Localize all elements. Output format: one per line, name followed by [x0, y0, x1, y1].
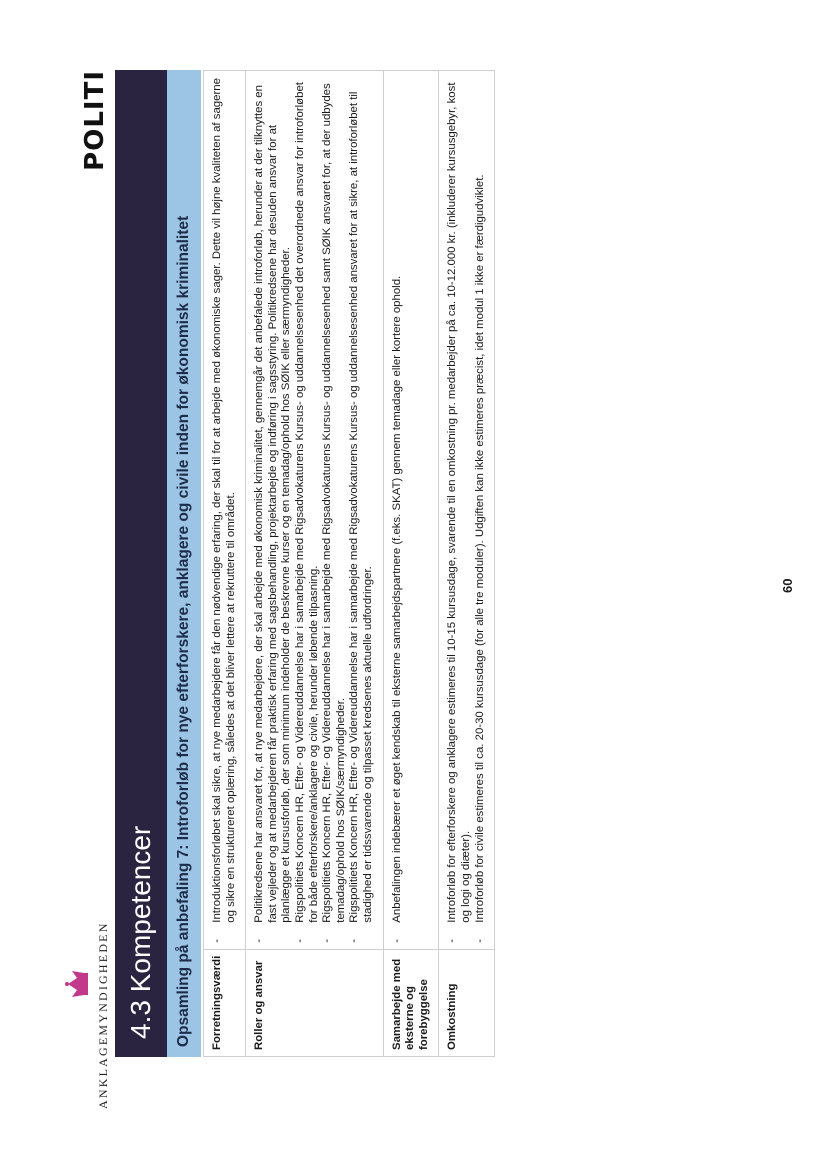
list-item: - Introforløb for civile estimeres til ca. 20-30 kursusdage (for alle tre moduler). Udgiften kan ikke estimeres præcist, idet modul 1 ikke er færdigudviklet.: [473, 174, 486, 943]
list-item: - Rigspolitiets Koncern HR, Efter- og Videreuddannelse har i samarbejde med Rigsadvokaturens Kursus- og uddannelsesenhed samt SØIK ansvaret for, at der udbydes temadag/ophold hos SØIK/særmyndigheder.: [321, 83, 347, 943]
table-row: [246, 71, 383, 1057]
list-item: - Introduktionsforløbet skal sikre, at nye medarbejdere får den nødvendige erfaring, der skal til for at arbejde med økonomiske sager. Dette vil højne kvaliteten af sagerne og sikre en struktureret oplæring, således at det bliver lettere at rekruttere til området.: [211, 78, 237, 943]
summary-heading: Opsamling på anbefaling 7: Introforløb for nye efterforskere, anklagere og civile inden for økonomisk kriminalitet: [167, 70, 201, 1057]
row-label: Forretningsværdi: [204, 949, 246, 1056]
crown-icon: [64, 969, 90, 999]
row-content: [204, 71, 246, 950]
bullet-dash: -: [446, 938, 459, 943]
bullet-dash: -: [253, 938, 266, 943]
row-content: [439, 71, 495, 950]
recommendation-table: [203, 70, 495, 1057]
list-item: - Introforløb for efterforskere og anklagere estimeres til 10-15 kursusdage, svarende til en omkostning pr. medarbejder på ca. 10-12.000 kr. (inkluderer kursusgebyr, kost og logi og diæter).: [446, 82, 472, 943]
table-row: [383, 71, 439, 1057]
row-content: [383, 71, 439, 950]
bullet-dash: -: [473, 938, 486, 943]
list-item: - Anbefalingen indebærer et øget kendskab til eksterne samarbejdspartnere (f.eks. SKAT) gennem temadage eller kortere ophold.: [390, 275, 403, 943]
row-label: Roller og ansvar: [246, 949, 383, 1056]
table-row: [439, 71, 495, 1057]
bullet-dash: -: [211, 938, 223, 943]
row-label: Samarbejde med eksterne og forebyggelse: [383, 949, 439, 1056]
list-item: - Politikredsene har ansvaret for, at nye medarbejdere, der skal arbejde med økonomisk kriminalitet, gennemgår det anbefalede introforløb, herunder at der tilknyttes en fast vejleder og at medarbejderen får praktisk erfaring med sagsbehandling, projektarbejde og indføring i sagsstyring. Politikredsene har desuden ansvar for at planlægge et kursusforløb, der som minimum indeholder de beskrevne kurser og en temadag/ophold hos SØIK eller særmyndigheder.: [253, 85, 293, 943]
section-title: 4.3 Kompetencer: [115, 70, 167, 1057]
list-item: - Rigspolitiets Koncern HR, Efter- og Videreuddannelse har i samarbejde med Rigsadvokaturens Kursus- og uddannelsesenhed ansvaret for at sikre, at introforløbet til stadighed er tidssvarende og tilpasset kredsenes aktuelle udfordringer.: [348, 91, 374, 943]
row-content: [246, 71, 383, 950]
bullet-dash: -: [321, 938, 334, 943]
bullet-dash: -: [390, 938, 403, 943]
agency-name: ANKLAGEMYNDIGHEDEN: [96, 921, 110, 1109]
list-item: - Rigspolitiets Koncern HR, Efter- og Videreuddannelse har i samarbejde med Rigsadvokaturens Kursus- og uddannelsesenhed det overordnede ansvar for introforløbet for både efterforskere/anklagere og civile, herunder løbende tilpasning.: [293, 82, 320, 943]
politi-logo: POLITI: [80, 70, 110, 171]
row-label: Omkostning: [439, 949, 495, 1056]
bullet-dash: -: [293, 938, 306, 943]
table-row: [204, 71, 246, 1057]
page-number: 60: [780, 578, 795, 593]
agency-logo: [70, 789, 118, 1109]
bullet-dash: -: [348, 938, 361, 943]
